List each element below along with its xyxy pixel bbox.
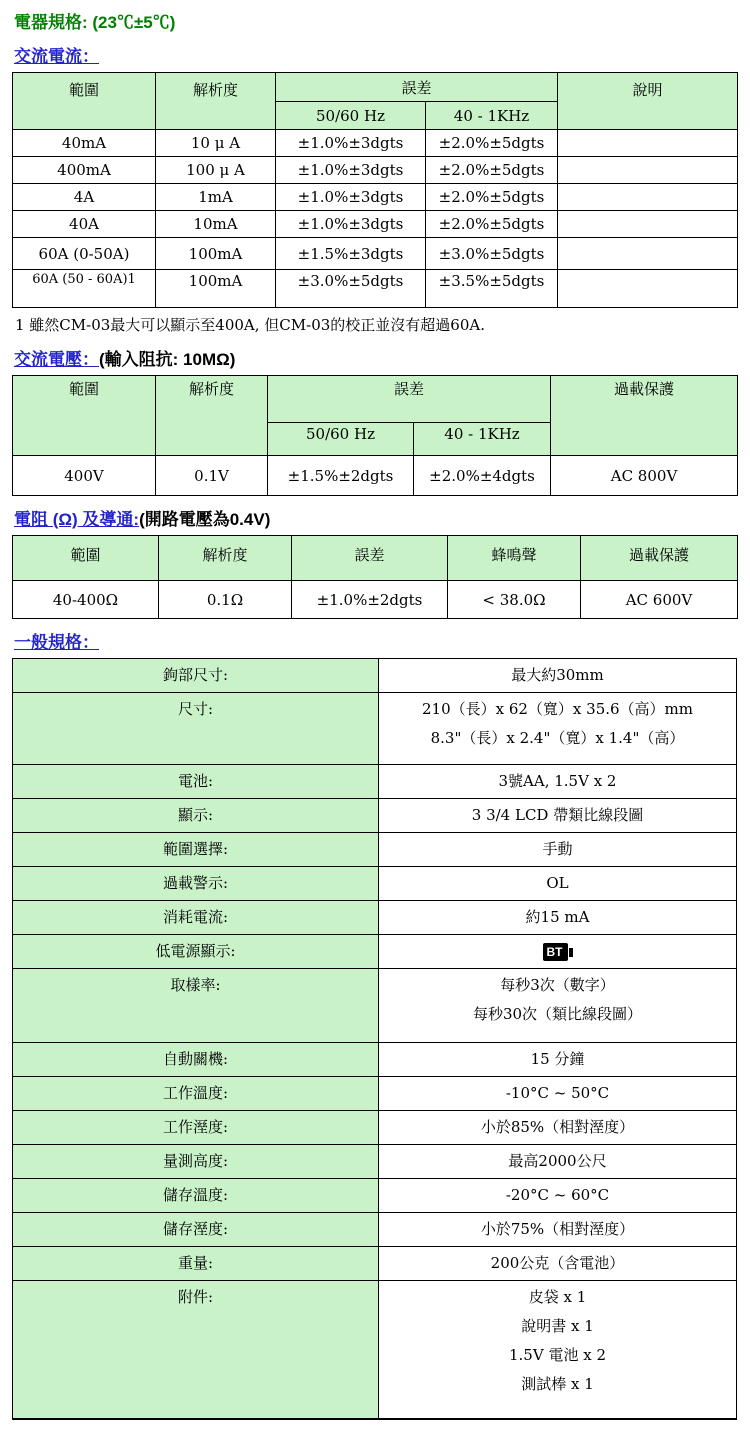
spec-value <box>379 799 737 833</box>
spec-label: 電池: <box>13 765 379 799</box>
resolution-cell: 100 μ A <box>156 157 276 184</box>
note-cell <box>558 211 738 238</box>
table-row <box>13 1111 737 1145</box>
spec-label: 儲存溫度: <box>13 1179 379 1213</box>
table-row <box>13 1281 737 1420</box>
spec-value <box>379 1043 737 1077</box>
error-40-1k-cell: ±2.0%±5dgts <box>426 130 558 157</box>
error-40-1k-cell: ±2.0%±5dgts <box>426 157 558 184</box>
error-50-60-cell: ±1.0%±3dgts <box>276 211 426 238</box>
table-row <box>13 935 737 969</box>
table-row <box>13 799 737 833</box>
column-header-resolution: 解析度 <box>156 376 268 456</box>
table-row <box>13 130 738 157</box>
table-row <box>13 901 737 935</box>
value-line: 15 分鐘 <box>530 1050 585 1068</box>
value-line: 小於75%（相對溼度） <box>480 1220 635 1238</box>
spec-value <box>379 1179 737 1213</box>
value-line: 手動 <box>542 840 573 858</box>
note-cell <box>558 270 738 308</box>
resolution-cell: 10 μ A <box>156 130 276 157</box>
spec-value <box>379 833 737 867</box>
spec-value <box>379 935 737 969</box>
section-heading-general <box>14 628 737 653</box>
column-header-freq-50-60: 50/60 Hz <box>268 423 414 456</box>
column-header-range: 範圍 <box>13 536 159 581</box>
error-50-60-cell: ±1.5%±3dgts <box>276 238 426 270</box>
resistance-table <box>12 535 738 619</box>
value-line: 小於85%（相對溼度） <box>480 1118 635 1136</box>
resolution-cell: 100mA <box>156 238 276 270</box>
section-heading-resistance <box>14 505 737 530</box>
column-header-freq-50-60: 50/60 Hz <box>276 102 426 130</box>
range-cell: 40A <box>13 211 156 238</box>
value-line: 8.3"（長）x 2.4"（寬）x 1.4"（高） <box>430 729 685 747</box>
section-heading-ac-voltage <box>14 345 737 370</box>
column-header-buzzer: 蜂鳴聲 <box>448 536 581 581</box>
table-row <box>13 693 737 765</box>
error-40-1k-cell: ±2.0%±5dgts <box>426 211 558 238</box>
note-cell <box>558 184 738 211</box>
value-line: 210（長）x 62（寬）x 35.6（高）mm <box>421 700 694 718</box>
ac-current-heading-text: 交流電流： <box>14 47 99 66</box>
protection-cell: AC 600V <box>581 581 738 619</box>
column-header-range: 範圍 <box>13 376 156 456</box>
resolution-cell: 0.1Ω <box>159 581 292 619</box>
spec-value <box>379 1111 737 1145</box>
error-50-60-cell: ±1.0%±3dgts <box>276 130 426 157</box>
general-heading-text: 一般規格： <box>14 633 99 652</box>
spec-label: 尺寸: <box>13 693 379 765</box>
value-line: OL <box>546 874 569 892</box>
range-cell: 60A (0-50A) <box>13 238 156 270</box>
error-50-60-cell: ±1.0%±3dgts <box>276 157 426 184</box>
ac-voltage-heading-text: 交流電壓： <box>14 350 99 369</box>
table-row <box>13 867 737 901</box>
error-50-60-cell: ±1.5%±2dgts <box>268 456 414 496</box>
column-header-freq-40-1k: 40 - 1KHz <box>426 102 558 130</box>
spec-value <box>379 1281 737 1420</box>
general-spec-table <box>12 658 737 1420</box>
spec-value <box>379 1145 737 1179</box>
column-header-error: 誤差 <box>292 536 448 581</box>
value-line: 1.5V 電池 x 2 <box>509 1346 606 1364</box>
spec-label: 工作溼度: <box>13 1111 379 1145</box>
value-line: 約15 mA <box>525 908 590 926</box>
table-row <box>13 765 737 799</box>
spec-value <box>379 693 737 765</box>
column-header-resolution: 解析度 <box>156 73 276 130</box>
spec-label: 自動關機: <box>13 1043 379 1077</box>
spec-label: 消耗電流: <box>13 901 379 935</box>
spec-label: 顯示: <box>13 799 379 833</box>
table-row <box>13 270 738 308</box>
buzzer-cell: < 38.0Ω <box>448 581 581 619</box>
value-line: 每秒3次（數字） <box>500 976 615 994</box>
spec-value <box>379 1213 737 1247</box>
value-line: 皮袋 x 1 <box>528 1288 587 1306</box>
column-header-resolution: 解析度 <box>159 536 292 581</box>
value-line: 每秒30次（類比線段圖） <box>472 1005 643 1023</box>
table-header-row <box>13 376 738 423</box>
spec-label: 過載警示: <box>13 867 379 901</box>
table-row <box>13 659 737 693</box>
spec-label: 範圍選擇: <box>13 833 379 867</box>
column-header-error: 誤差 <box>276 73 558 102</box>
value-line: 測試棒 x 1 <box>521 1375 594 1393</box>
error-40-1k-cell: ±3.5%±5dgts <box>426 270 558 308</box>
spec-label: 低電源顯示: <box>13 935 379 969</box>
footnote: 1 雖然CM-03最大可以顯示至400A, 但CM-03的校正並沒有超過60A. <box>15 316 485 334</box>
table-row <box>13 456 738 496</box>
column-header-range: 範圍 <box>13 73 156 130</box>
spec-value <box>379 1247 737 1281</box>
table-row <box>13 1077 737 1111</box>
error-40-1k-cell: ±2.0%±5dgts <box>426 184 558 211</box>
table-row <box>13 969 737 1043</box>
table-row <box>13 1213 737 1247</box>
spec-label: 取樣率: <box>13 969 379 1043</box>
column-header-freq-40-1k: 40 - 1KHz <box>414 423 551 456</box>
table-row <box>13 1247 737 1281</box>
note-cell <box>558 130 738 157</box>
ac-voltage-heading-note: (輸入阻抗: 10MΩ) <box>99 350 236 369</box>
value-line: 200公克（含電池） <box>490 1254 625 1272</box>
resistance-heading-text: 電阻 (Ω) 及導通: <box>14 510 140 529</box>
error-50-60-cell: ±3.0%±5dgts <box>276 270 426 308</box>
table-row <box>13 581 738 619</box>
table-row <box>13 1145 737 1179</box>
table-row <box>13 157 738 184</box>
spec-value <box>379 659 737 693</box>
value-line: 3 3/4 LCD 帶類比線段圖 <box>471 806 644 824</box>
table-row <box>13 1043 737 1077</box>
value-line: 最高2000公尺 <box>508 1152 607 1170</box>
ac-current-table <box>12 72 738 308</box>
resolution-cell: 100mA <box>156 270 276 308</box>
range-cell: 60A (50 - 60A)1 <box>13 270 156 308</box>
spec-value <box>379 969 737 1043</box>
resistance-heading-note: (開路電壓為0.4V) <box>139 510 271 529</box>
value-line: -20°C ~ 60°C <box>505 1186 610 1204</box>
table-row <box>13 833 737 867</box>
protection-cell: AC 800V <box>551 456 738 496</box>
spec-value <box>379 867 737 901</box>
range-cell: 400V <box>13 456 156 496</box>
value-line: -10°C ~ 50°C <box>505 1084 610 1102</box>
resolution-cell: 1mA <box>156 184 276 211</box>
error-cell: ±1.0%±2dgts <box>292 581 448 619</box>
value-line: 3號AA, 1.5V x 2 <box>498 772 617 790</box>
spec-label: 鉤部尺寸: <box>13 659 379 693</box>
range-cell: 40-400Ω <box>13 581 159 619</box>
table-row <box>13 211 738 238</box>
table-row <box>13 1179 737 1213</box>
table-header-row <box>13 73 738 102</box>
column-header-protection: 過載保護 <box>551 376 738 456</box>
range-cell: 4A <box>13 184 156 211</box>
page-title: 電器規格: (23℃±5℃) <box>14 13 176 32</box>
ac-voltage-table <box>12 375 738 496</box>
spec-label: 工作溫度: <box>13 1077 379 1111</box>
spec-value <box>379 765 737 799</box>
table-header-row <box>13 536 738 581</box>
note-cell <box>558 157 738 184</box>
resolution-cell: 0.1V <box>156 456 268 496</box>
error-50-60-cell: ±1.0%±3dgts <box>276 184 426 211</box>
value-line: 最大約30mm <box>511 666 604 684</box>
battery-icon-label: BT <box>543 943 568 961</box>
table-row <box>13 184 738 211</box>
spec-value <box>379 901 737 935</box>
column-header-note: 說明 <box>558 73 738 130</box>
value-line: 說明書 x 1 <box>521 1317 594 1335</box>
battery-nub <box>569 948 573 957</box>
resolution-cell: 10mA <box>156 211 276 238</box>
spec-label: 重量: <box>13 1247 379 1281</box>
error-40-1k-cell: ±2.0%±4dgts <box>414 456 551 496</box>
spec-label: 附件: <box>13 1281 379 1420</box>
spec-label: 儲存溼度: <box>13 1213 379 1247</box>
table-row <box>13 238 738 270</box>
column-header-protection: 過載保護 <box>581 536 738 581</box>
note-cell <box>558 238 738 270</box>
spec-value <box>379 1077 737 1111</box>
section-heading-ac-current <box>14 42 737 67</box>
range-cell: 400mA <box>13 157 156 184</box>
low-battery-icon <box>543 943 573 961</box>
range-cell: 40mA <box>13 130 156 157</box>
column-header-error: 誤差 <box>268 376 551 423</box>
error-40-1k-cell: ±3.0%±5dgts <box>426 238 558 270</box>
spec-label: 量測高度: <box>13 1145 379 1179</box>
